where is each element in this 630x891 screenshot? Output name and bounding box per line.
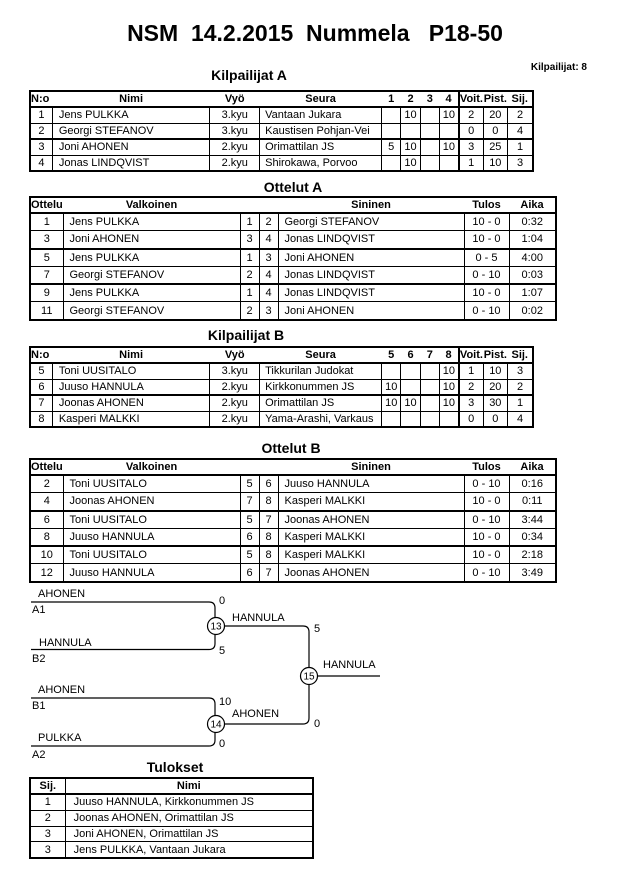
column-header: Seura bbox=[260, 91, 382, 107]
table-cell: Jonas LINDQVIST bbox=[278, 231, 464, 249]
table-cell: 7 bbox=[30, 266, 63, 284]
table-cell: 2.kyu bbox=[210, 139, 260, 155]
table-cell: 1 bbox=[508, 139, 534, 155]
column-header: Valkoinen bbox=[63, 197, 240, 213]
column-header: Nimi bbox=[52, 91, 210, 107]
section-title-matches-a: Ottelut A bbox=[263, 179, 323, 195]
table-cell: 3 bbox=[240, 231, 259, 249]
column-header: Vyö bbox=[210, 91, 260, 107]
table-cell: 4 bbox=[259, 284, 278, 302]
semi1-top-score: 0 bbox=[219, 595, 226, 607]
table-cell: Toni UUSITALO bbox=[63, 475, 240, 493]
table-cell: Orimattilan JS bbox=[260, 395, 382, 411]
table-cell: 7 bbox=[259, 564, 278, 582]
column-header: Sij. bbox=[508, 347, 534, 363]
table-cell: 0 - 10 bbox=[464, 564, 509, 582]
column-header: Nimi bbox=[65, 778, 313, 794]
table-cell bbox=[420, 155, 439, 171]
match-15-number: 15 bbox=[303, 671, 315, 683]
table-cell: 3 bbox=[30, 826, 65, 842]
table-row bbox=[30, 107, 533, 123]
bracket-line-semi1-winner bbox=[225, 626, 310, 668]
semi1-winner-score: 5 bbox=[314, 623, 321, 635]
column-header: Vyö bbox=[210, 347, 260, 363]
table-row bbox=[30, 266, 556, 284]
column-header: 2 bbox=[401, 91, 420, 107]
table-cell: Juuso HANNULA bbox=[278, 475, 464, 493]
table-header-row bbox=[30, 459, 556, 475]
semi2-bottom-seed: A2 bbox=[32, 749, 46, 761]
table-cell: 2 bbox=[459, 107, 483, 123]
semi1-top-name: AHONEN bbox=[38, 588, 86, 600]
table-cell bbox=[401, 379, 420, 395]
table-cell bbox=[382, 363, 401, 379]
table-cell: 8 bbox=[259, 546, 278, 564]
column-header: 8 bbox=[439, 347, 458, 363]
table-row bbox=[30, 810, 313, 826]
table-cell: 6 bbox=[259, 475, 278, 493]
table-cell: 10 bbox=[439, 395, 458, 411]
table-cell: Juuso HANNULA bbox=[52, 379, 210, 395]
table-row bbox=[30, 249, 556, 267]
table-cell: 1 bbox=[30, 794, 65, 810]
table-row bbox=[30, 546, 556, 564]
table-cell: 3 bbox=[259, 302, 278, 320]
pool-a-table bbox=[29, 90, 534, 172]
table-cell: Juuso HANNULA bbox=[63, 564, 240, 582]
table-cell: 4 bbox=[508, 123, 534, 139]
table-row bbox=[30, 493, 556, 511]
section-title-pool-b: Kilpailijat B bbox=[207, 327, 285, 343]
column-header bbox=[240, 197, 259, 213]
table-cell: 10 - 0 bbox=[464, 231, 509, 249]
table-row bbox=[30, 528, 556, 546]
matches-b-table bbox=[29, 458, 557, 583]
table-header-row bbox=[30, 778, 313, 794]
column-header: Ottelu bbox=[31, 461, 63, 473]
semi2-bottom-name: PULKKA bbox=[38, 732, 82, 744]
table-cell: Kasperi MALKKI bbox=[278, 493, 464, 511]
table-cell bbox=[382, 107, 401, 123]
bracket-line-semi2-top bbox=[31, 698, 215, 716]
table-row bbox=[30, 284, 556, 302]
column-header: Sininen bbox=[278, 197, 464, 213]
table-cell: Juuso HANNULA, Kirkkonummen JS bbox=[65, 794, 313, 810]
table-cell: 3 bbox=[30, 139, 52, 155]
table-cell: 3 bbox=[459, 395, 483, 411]
table-cell: 8 bbox=[30, 528, 63, 546]
table-cell: 25 bbox=[483, 139, 507, 155]
semi2-winner-score: 0 bbox=[314, 718, 321, 730]
table-cell: 8 bbox=[259, 528, 278, 546]
table-cell: 4:00 bbox=[509, 249, 556, 267]
table-cell: 3 bbox=[30, 231, 63, 249]
table-row bbox=[30, 511, 556, 529]
column-header: N:o bbox=[30, 347, 52, 363]
table-cell: 10 bbox=[401, 107, 420, 123]
table-row bbox=[30, 794, 313, 810]
table-cell: 20 bbox=[483, 107, 507, 123]
table-cell: 6 bbox=[240, 528, 259, 546]
table-cell: Georgi STEFANOV bbox=[63, 266, 240, 284]
table-row bbox=[30, 155, 533, 171]
table-cell: 3:44 bbox=[509, 511, 556, 529]
table-cell: 10 bbox=[401, 155, 420, 171]
table-cell: 0:11 bbox=[509, 493, 556, 511]
table-cell: 20 bbox=[483, 379, 507, 395]
table-cell: Toni UUSITALO bbox=[63, 546, 240, 564]
table-cell: 5 bbox=[240, 546, 259, 564]
table-cell bbox=[439, 123, 458, 139]
table-cell: 2 bbox=[30, 475, 63, 493]
table-cell: 0:16 bbox=[509, 475, 556, 493]
table-cell: 1 bbox=[240, 213, 259, 231]
table-cell: 10 - 0 bbox=[464, 528, 509, 546]
table-cell: Jonas LINDQVIST bbox=[52, 155, 210, 171]
match-13-number: 13 bbox=[210, 621, 222, 633]
section-title-matches-b: Ottelut B bbox=[261, 440, 321, 456]
table-row bbox=[30, 411, 533, 427]
table-cell: Toni UUSITALO bbox=[63, 511, 240, 529]
table-cell: 0 bbox=[483, 123, 507, 139]
table-cell: Kasperi MALKKI bbox=[52, 411, 210, 427]
table-row bbox=[30, 302, 556, 320]
table-cell: Jonas LINDQVIST bbox=[278, 284, 464, 302]
table-cell: 1 bbox=[508, 395, 534, 411]
column-header: 1 bbox=[382, 91, 401, 107]
table-cell: 1 bbox=[30, 107, 52, 123]
table-cell: 10 - 0 bbox=[464, 213, 509, 231]
table-cell: 2 bbox=[30, 810, 65, 826]
table-cell: 10 bbox=[439, 379, 458, 395]
table-cell: 7 bbox=[259, 511, 278, 529]
table-cell: 4 bbox=[259, 231, 278, 249]
table-cell: Juuso HANNULA bbox=[63, 528, 240, 546]
competitors-count-label: Kilpailijat: 8 bbox=[530, 62, 587, 73]
table-cell: 6 bbox=[30, 511, 63, 529]
table-cell: 8 bbox=[30, 411, 52, 427]
table-cell: Jonas LINDQVIST bbox=[278, 266, 464, 284]
semi1-bottom-score: 5 bbox=[219, 645, 226, 657]
table-cell: Georgi STEFANOV bbox=[52, 123, 210, 139]
table-cell: 11 bbox=[30, 302, 63, 320]
table-cell: 3 bbox=[508, 363, 534, 379]
table-cell: 1 bbox=[240, 249, 259, 267]
table-cell bbox=[420, 123, 439, 139]
table-cell: 0 - 10 bbox=[464, 511, 509, 529]
table-cell: 0 - 10 bbox=[464, 475, 509, 493]
table-cell: 4 bbox=[259, 266, 278, 284]
table-cell: Kirkkonummen JS bbox=[260, 379, 382, 395]
table-cell: 10 bbox=[439, 107, 458, 123]
table-cell: Kaustisen Pohjan-Vei bbox=[260, 123, 382, 139]
table-cell: Jens PULKKA bbox=[52, 107, 210, 123]
table-cell: 0 bbox=[483, 411, 507, 427]
column-header: 7 bbox=[420, 347, 439, 363]
table-cell: 7 bbox=[30, 395, 52, 411]
table-cell: Jens PULKKA bbox=[63, 213, 240, 231]
table-cell: 10 bbox=[30, 546, 63, 564]
table-cell: 5 bbox=[30, 249, 63, 267]
table-cell: 0 - 10 bbox=[464, 266, 509, 284]
table-row bbox=[30, 826, 313, 842]
table-row bbox=[30, 379, 533, 395]
semi2-bottom-score: 0 bbox=[219, 738, 226, 750]
table-cell: 10 bbox=[483, 363, 507, 379]
table-cell: 2 bbox=[459, 379, 483, 395]
table-cell: 7 bbox=[240, 493, 259, 511]
column-header: Sininen bbox=[278, 459, 464, 475]
table-cell: 2 bbox=[240, 302, 259, 320]
table-cell: 0 - 5 bbox=[464, 249, 509, 267]
page-title: NSM 14.2.2015 Nummela P18-50 bbox=[127, 20, 503, 46]
table-header-row bbox=[30, 197, 556, 213]
table-cell: 0 bbox=[459, 123, 483, 139]
table-row bbox=[30, 475, 556, 493]
table-row bbox=[30, 842, 313, 858]
table-cell: Joonas AHONEN bbox=[63, 493, 240, 511]
table-cell bbox=[420, 139, 439, 155]
column-header: 4 bbox=[439, 91, 458, 107]
column-header: Tulos bbox=[464, 459, 509, 475]
table-cell: 1 bbox=[240, 284, 259, 302]
table-cell: 2 bbox=[508, 379, 534, 395]
column-header: Pist. bbox=[483, 349, 507, 361]
matches-a-table bbox=[29, 196, 557, 321]
table-cell bbox=[382, 411, 401, 427]
table-cell: 4 bbox=[30, 155, 52, 171]
table-cell bbox=[439, 411, 458, 427]
table-cell: Joonas AHONEN bbox=[278, 511, 464, 529]
semi2-top-name: AHONEN bbox=[38, 684, 86, 696]
column-header: Nimi bbox=[52, 347, 210, 363]
table-cell: Joonas AHONEN, Orimattilan JS bbox=[65, 810, 313, 826]
column-header: Valkoinen bbox=[63, 459, 240, 475]
column-header: 6 bbox=[401, 347, 420, 363]
table-cell: Kasperi MALKKI bbox=[278, 546, 464, 564]
table-cell bbox=[401, 123, 420, 139]
table-cell: Vantaan Jukara bbox=[260, 107, 382, 123]
table-cell: Orimattilan JS bbox=[260, 139, 382, 155]
table-cell: 0:02 bbox=[509, 302, 556, 320]
table-cell: 9 bbox=[30, 284, 63, 302]
table-row bbox=[30, 395, 533, 411]
table-cell: Joonas AHONEN bbox=[278, 564, 464, 582]
table-cell: 2 bbox=[240, 266, 259, 284]
table-cell: 4 bbox=[508, 411, 534, 427]
table-cell: 0:03 bbox=[509, 266, 556, 284]
bracket-line-semi1-top bbox=[31, 602, 215, 618]
table-cell: 2 bbox=[508, 107, 534, 123]
column-header: Sij. bbox=[30, 778, 65, 794]
column-header: Sij. bbox=[508, 91, 534, 107]
column-header: Voit. bbox=[459, 93, 483, 105]
table-cell: 1 bbox=[459, 155, 483, 171]
table-row bbox=[30, 231, 556, 249]
table-cell: Joni AHONEN bbox=[63, 231, 240, 249]
semi1-winner-name: HANNULA bbox=[232, 612, 285, 624]
table-cell: 2 bbox=[30, 123, 52, 139]
semi1-bottom-seed: B2 bbox=[32, 653, 46, 665]
table-cell bbox=[401, 411, 420, 427]
table-cell: Joni AHONEN bbox=[278, 249, 464, 267]
table-cell: Joni AHONEN, Orimattilan JS bbox=[65, 826, 313, 842]
table-cell: Joonas AHONEN bbox=[52, 395, 210, 411]
column-header: Aika bbox=[509, 459, 556, 475]
table-cell: 5 bbox=[240, 511, 259, 529]
table-cell bbox=[382, 123, 401, 139]
semi2-top-seed: B1 bbox=[32, 700, 46, 712]
table-row bbox=[30, 564, 556, 582]
table-cell: Georgi STEFANOV bbox=[278, 213, 464, 231]
table-cell: 4 bbox=[30, 493, 63, 511]
match-14-number: 14 bbox=[210, 719, 222, 731]
table-cell: 3 bbox=[508, 155, 534, 171]
table-cell: 5 bbox=[240, 475, 259, 493]
table-cell: 0 bbox=[459, 411, 483, 427]
table-cell: Jens PULKKA bbox=[63, 249, 240, 267]
table-cell: 1:04 bbox=[509, 231, 556, 249]
table-cell: 10 bbox=[483, 155, 507, 171]
table-cell: 1 bbox=[30, 213, 63, 231]
table-cell: 10 bbox=[382, 395, 401, 411]
table-row bbox=[30, 363, 533, 379]
semi1-top-seed: A1 bbox=[32, 604, 46, 616]
column-header: Pist. bbox=[483, 93, 507, 105]
table-cell: Shirokawa, Porvoo bbox=[260, 155, 382, 171]
table-cell bbox=[420, 395, 439, 411]
column-header: Tulos bbox=[464, 197, 509, 213]
table-cell: 2.kyu bbox=[210, 155, 260, 171]
table-cell: 1 bbox=[459, 363, 483, 379]
table-row bbox=[30, 213, 556, 231]
table-cell: Jens PULKKA, Vantaan Jukara bbox=[65, 842, 313, 858]
column-header: 3 bbox=[420, 91, 439, 107]
table-cell: Georgi STEFANOV bbox=[63, 302, 240, 320]
table-cell: 10 bbox=[401, 139, 420, 155]
column-header bbox=[259, 197, 278, 213]
table-cell: 5 bbox=[382, 139, 401, 155]
results-table bbox=[29, 777, 314, 859]
table-cell: 12 bbox=[30, 564, 63, 582]
table-cell bbox=[439, 155, 458, 171]
table-cell: 2.kyu bbox=[210, 379, 260, 395]
semi2-winner-name: AHONEN bbox=[232, 708, 280, 720]
section-title-results: Tulokset bbox=[146, 759, 204, 775]
table-cell: 3:49 bbox=[509, 564, 556, 582]
table-cell: 2.kyu bbox=[210, 395, 260, 411]
pool-b-table bbox=[29, 346, 534, 428]
table-cell: 6 bbox=[30, 379, 52, 395]
column-header: Ottelu bbox=[31, 199, 63, 211]
table-cell: 3 bbox=[259, 249, 278, 267]
table-row bbox=[30, 123, 533, 139]
table-cell: 2 bbox=[259, 213, 278, 231]
table-cell: Toni UUSITALO bbox=[52, 363, 210, 379]
table-cell bbox=[420, 411, 439, 427]
table-cell: 3.kyu bbox=[210, 123, 260, 139]
column-header: N:o bbox=[30, 91, 52, 107]
table-cell bbox=[420, 107, 439, 123]
table-cell: 10 bbox=[401, 395, 420, 411]
table-cell bbox=[401, 363, 420, 379]
column-header: Voit. bbox=[459, 349, 483, 361]
table-cell: 0 - 10 bbox=[464, 302, 509, 320]
table-cell: 6 bbox=[240, 564, 259, 582]
table-cell: Tikkurilan Judokat bbox=[260, 363, 382, 379]
table-header-row bbox=[30, 347, 533, 363]
table-cell: 3 bbox=[459, 139, 483, 155]
table-cell: 5 bbox=[30, 363, 52, 379]
column-header: 5 bbox=[382, 347, 401, 363]
table-cell: 30 bbox=[483, 395, 507, 411]
semi1-bottom-name: HANNULA bbox=[39, 637, 92, 649]
table-cell: 2.kyu bbox=[210, 411, 260, 427]
final-winner-name: HANNULA bbox=[323, 659, 376, 671]
table-cell bbox=[420, 363, 439, 379]
semi2-top-score: 10 bbox=[219, 696, 232, 708]
table-cell: Kasperi MALKKI bbox=[278, 528, 464, 546]
table-cell: 2:18 bbox=[509, 546, 556, 564]
table-cell: 10 - 0 bbox=[464, 284, 509, 302]
table-cell: 10 bbox=[382, 379, 401, 395]
table-cell bbox=[420, 379, 439, 395]
column-header: Aika bbox=[509, 197, 556, 213]
table-cell: 10 bbox=[439, 139, 458, 155]
table-cell: 3.kyu bbox=[210, 107, 260, 123]
table-cell: 10 bbox=[439, 363, 458, 379]
column-header bbox=[259, 459, 278, 475]
table-cell: Yama-Arashi, Varkaus bbox=[260, 411, 382, 427]
elimination-bracket bbox=[0, 585, 420, 765]
table-cell: 1:07 bbox=[509, 284, 556, 302]
column-header bbox=[240, 459, 259, 475]
table-cell: 10 - 0 bbox=[464, 493, 509, 511]
table-cell bbox=[382, 155, 401, 171]
table-header-row bbox=[30, 91, 533, 107]
table-cell: 0:32 bbox=[509, 213, 556, 231]
table-cell: 8 bbox=[259, 493, 278, 511]
column-header: Seura bbox=[260, 347, 382, 363]
table-cell: 10 - 0 bbox=[464, 546, 509, 564]
table-cell: Jens PULKKA bbox=[63, 284, 240, 302]
table-cell: Joni AHONEN bbox=[278, 302, 464, 320]
table-cell: Joni AHONEN bbox=[52, 139, 210, 155]
table-cell: 3 bbox=[30, 842, 65, 858]
section-title-pool-a: Kilpailijat A bbox=[211, 67, 287, 83]
table-row bbox=[30, 139, 533, 155]
table-cell: 3.kyu bbox=[210, 363, 260, 379]
table-cell: 0:34 bbox=[509, 528, 556, 546]
